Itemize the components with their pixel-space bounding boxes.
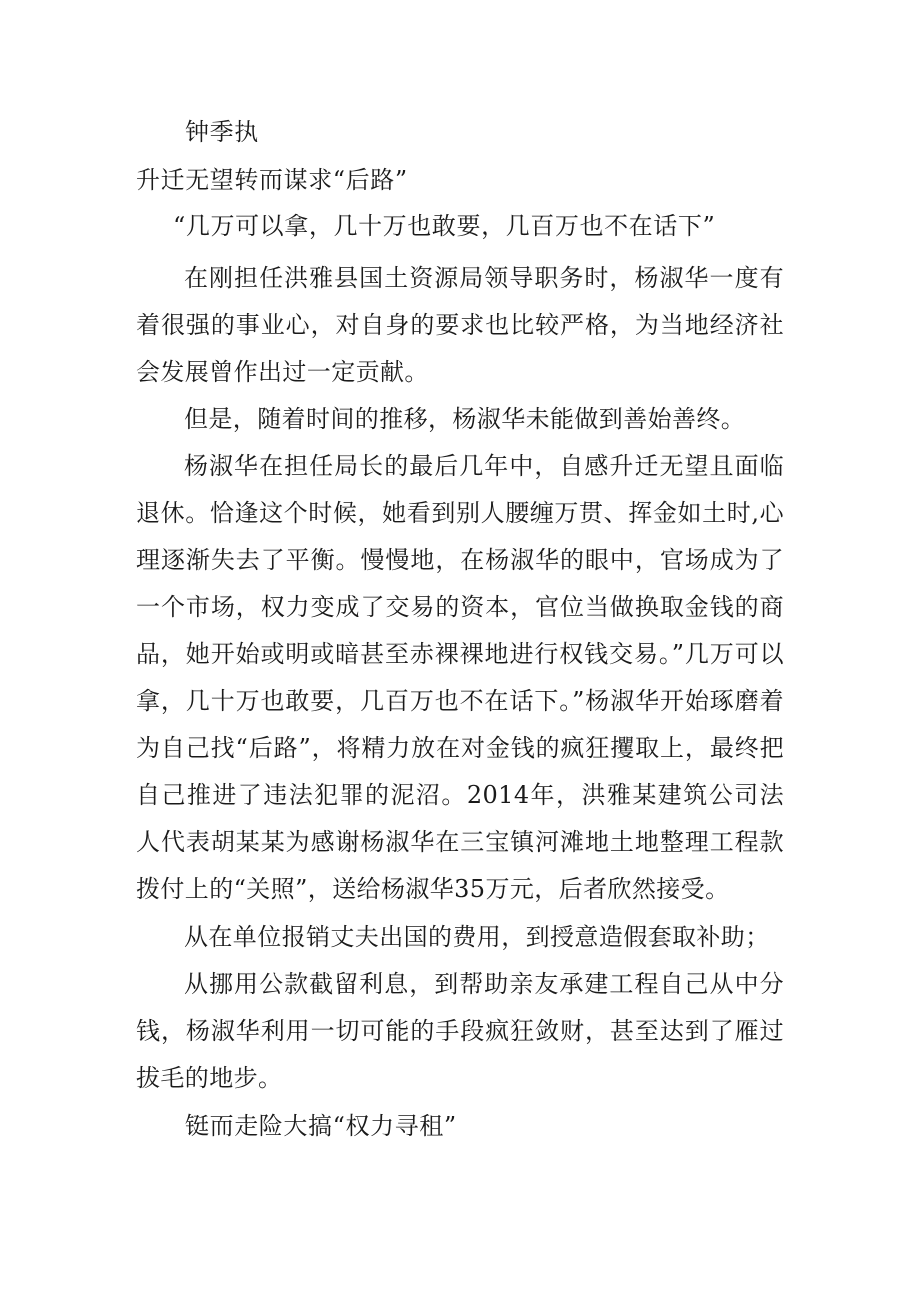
- section-heading-1: 升迁无望转而谋求“后路”: [136, 166, 408, 194]
- paragraph-4: 从在单位报销丈夫出国的费用，到授意造假套取补助；: [184, 923, 770, 951]
- section-heading-2: 铤而走险大搞“权力寻租”: [185, 1112, 457, 1140]
- paragraph-2: 但是，随着时间的推移，杨淑华未能做到善始善终。: [184, 405, 746, 433]
- paragraph-5: 从挪用公款截留利息，到帮助亲友承建工程自己从中分钱，杨淑华利用一切可能的手段疯狂敛财，甚至达到了雁过拔毛的地步。: [136, 970, 784, 1092]
- paragraph-1: 在刚担任洪雅县国土资源局领导职务时，杨淑华一度有着很强的事业心，对自身的要求也比较严格，为当地经济社会发展曾作出过一定贡献。: [136, 264, 784, 386]
- quote-heading: “几万可以拿，几十万也敢要，几百万也不在话下”: [173, 212, 716, 240]
- paragraph-3: 杨淑华在担任局长的最后几年中，自感升迁无望且面临退休。恰逢这个时候，她看到别人腰缠万贯、挥金如土时,心理逐渐失去了平衡。慢慢地，在杨淑华的眼中，官场成为了一个市场，权力变成了交易的资本，官位当做换取金钱的商品，她开始或明或暗甚至赤裸裸地进行权钱交易。”几万可以拿，几十万也敢要，几百万也不在话下。”杨淑华开始琢磨着为自己找“后路”，将精力放在对金钱的疯狂攫取上，最终把自己推进了违法犯罪的泥沼。2014年，洪雅某建筑公司法人代表胡某某为感谢杨淑华在三宝镇河滩地土地整理工程款拨付上的“关照”，送给杨淑华35万元，后者欣然接受。: [136, 452, 784, 903]
- author-line: 钟季执: [185, 118, 259, 146]
